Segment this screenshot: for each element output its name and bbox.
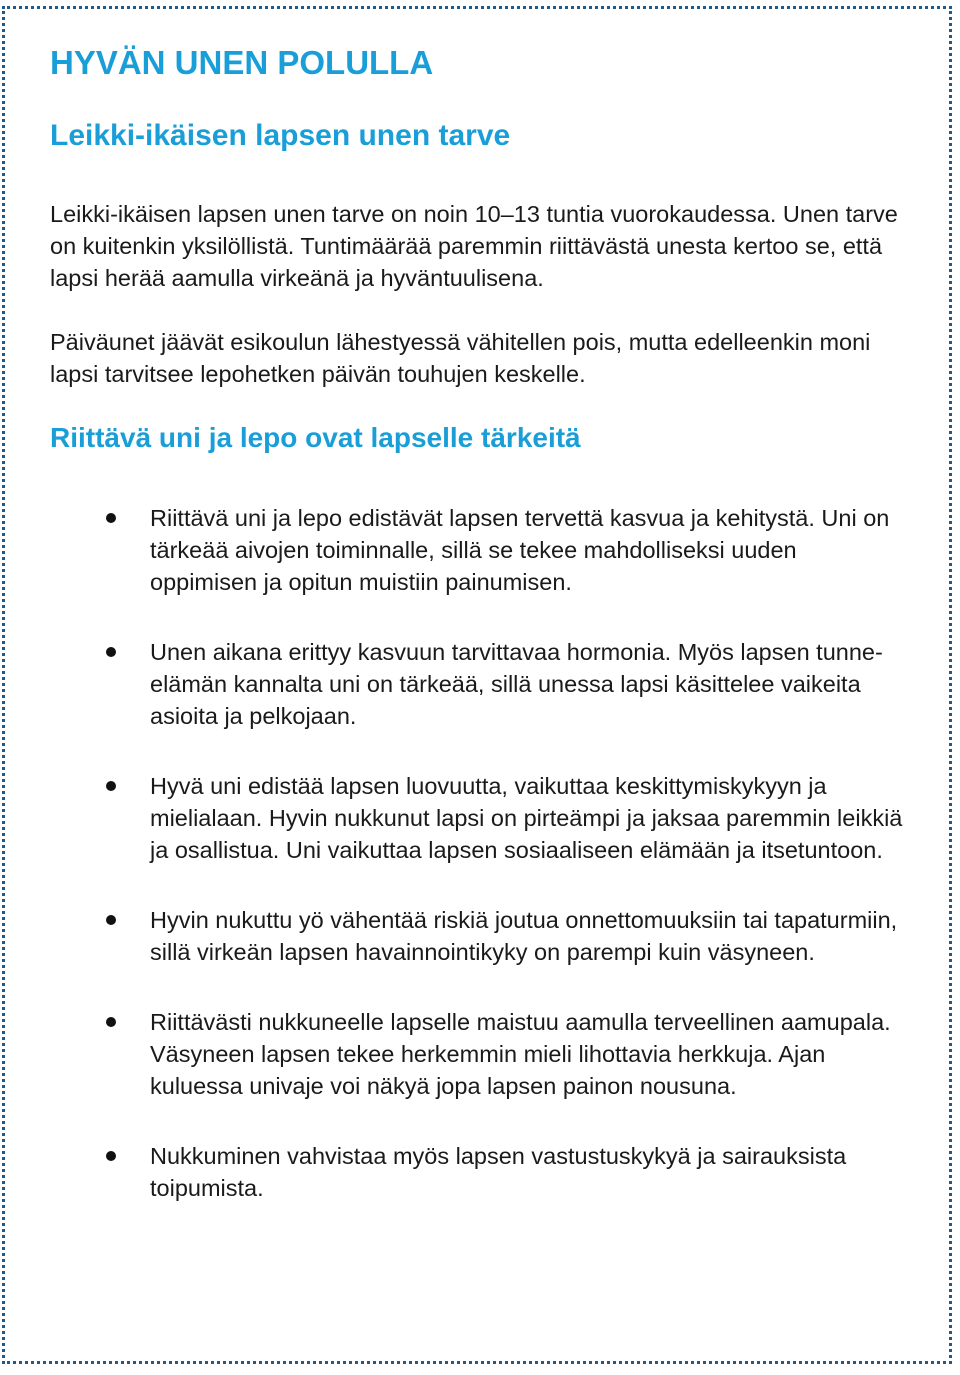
section-title: Riittävä uni ja lepo ovat lapselle tärkeitä	[50, 422, 581, 453]
intro-paragraph: Leikki-ikäisen lapsen unen tarve on noin 10–13 tuntia vuorokaudessa. Unen tarve on kuitenkin yksilöllistä. Tuntimäärää paremmin riittävästä unesta kertoo se, että lapsi herää aamulla virkeänä ja hyväntuulisena.	[50, 201, 898, 291]
list-item-text: Riittävästi nukkuneelle lapselle maistuu aamulla terveellinen aamupala. Väsyneen lapsen tekee herkemmin mieli lihottavia herkkuja. Ajan kuluessa univaje voi näkyä jopa lapsen painon nousuna.	[150, 1009, 891, 1099]
bullet-icon	[106, 647, 116, 657]
bullet-icon	[106, 1151, 116, 1161]
nap-paragraph: Päiväunet jäävät esikoulun lähestyessä vähitellen pois, mutta edelleenkin moni lapsi tarvitsee lepohetken päivän touhujen keskelle.	[50, 329, 871, 387]
bullet-icon	[106, 513, 116, 523]
list-item-text: Nukkuminen vahvistaa myös lapsen vastustuskykyä ja sairauksista toipumista.	[150, 1143, 847, 1201]
list-item	[50, 502, 910, 598]
bullet-icon	[106, 915, 116, 925]
bullet-icon	[106, 781, 116, 791]
list-item-text: Hyvin nukuttu yö vähentää riskiä joutua onnettomuuksiin tai tapaturmiin, sillä virkeän lapsen havainnointikyky on parempi kuin väsyneen.	[150, 907, 898, 965]
list-item-text: Riittävä uni ja lepo edistävät lapsen tervettä kasvua ja kehitystä. Uni on tärkeää aivojen toiminnalle, sillä se tekee mahdolliseksi uuden oppimisen ja opitun muistiin painumisen.	[150, 505, 890, 595]
page-subtitle: Leikki-ikäisen lapsen unen tarve	[50, 119, 511, 152]
benefits-list	[50, 502, 910, 1204]
list-item	[50, 636, 910, 732]
list-item	[50, 770, 910, 866]
page-title: HYVÄN UNEN POLULLA	[50, 44, 434, 81]
list-item-text: Unen aikana erittyy kasvuun tarvittavaa hormonia. Myös lapsen tunne-elämän kannalta uni on tärkeää, sillä unessa lapsi käsittelee vaikeita asioita ja pelkojaan.	[150, 639, 883, 729]
list-item	[50, 904, 910, 968]
document-body	[50, 40, 910, 1242]
bullet-icon	[106, 1017, 116, 1027]
list-item	[50, 1140, 910, 1204]
list-item	[50, 1006, 910, 1102]
list-item-text: Hyvä uni edistää lapsen luovuutta, vaikuttaa keskittymiskykyyn ja mielialaan. Hyvin nukkunut lapsi on pirteämpi ja jaksaa paremmin leikkiä ja osallistua. Uni vaikuttaa lapsen sosiaaliseen elämään ja itsetuntoon.	[150, 773, 903, 863]
